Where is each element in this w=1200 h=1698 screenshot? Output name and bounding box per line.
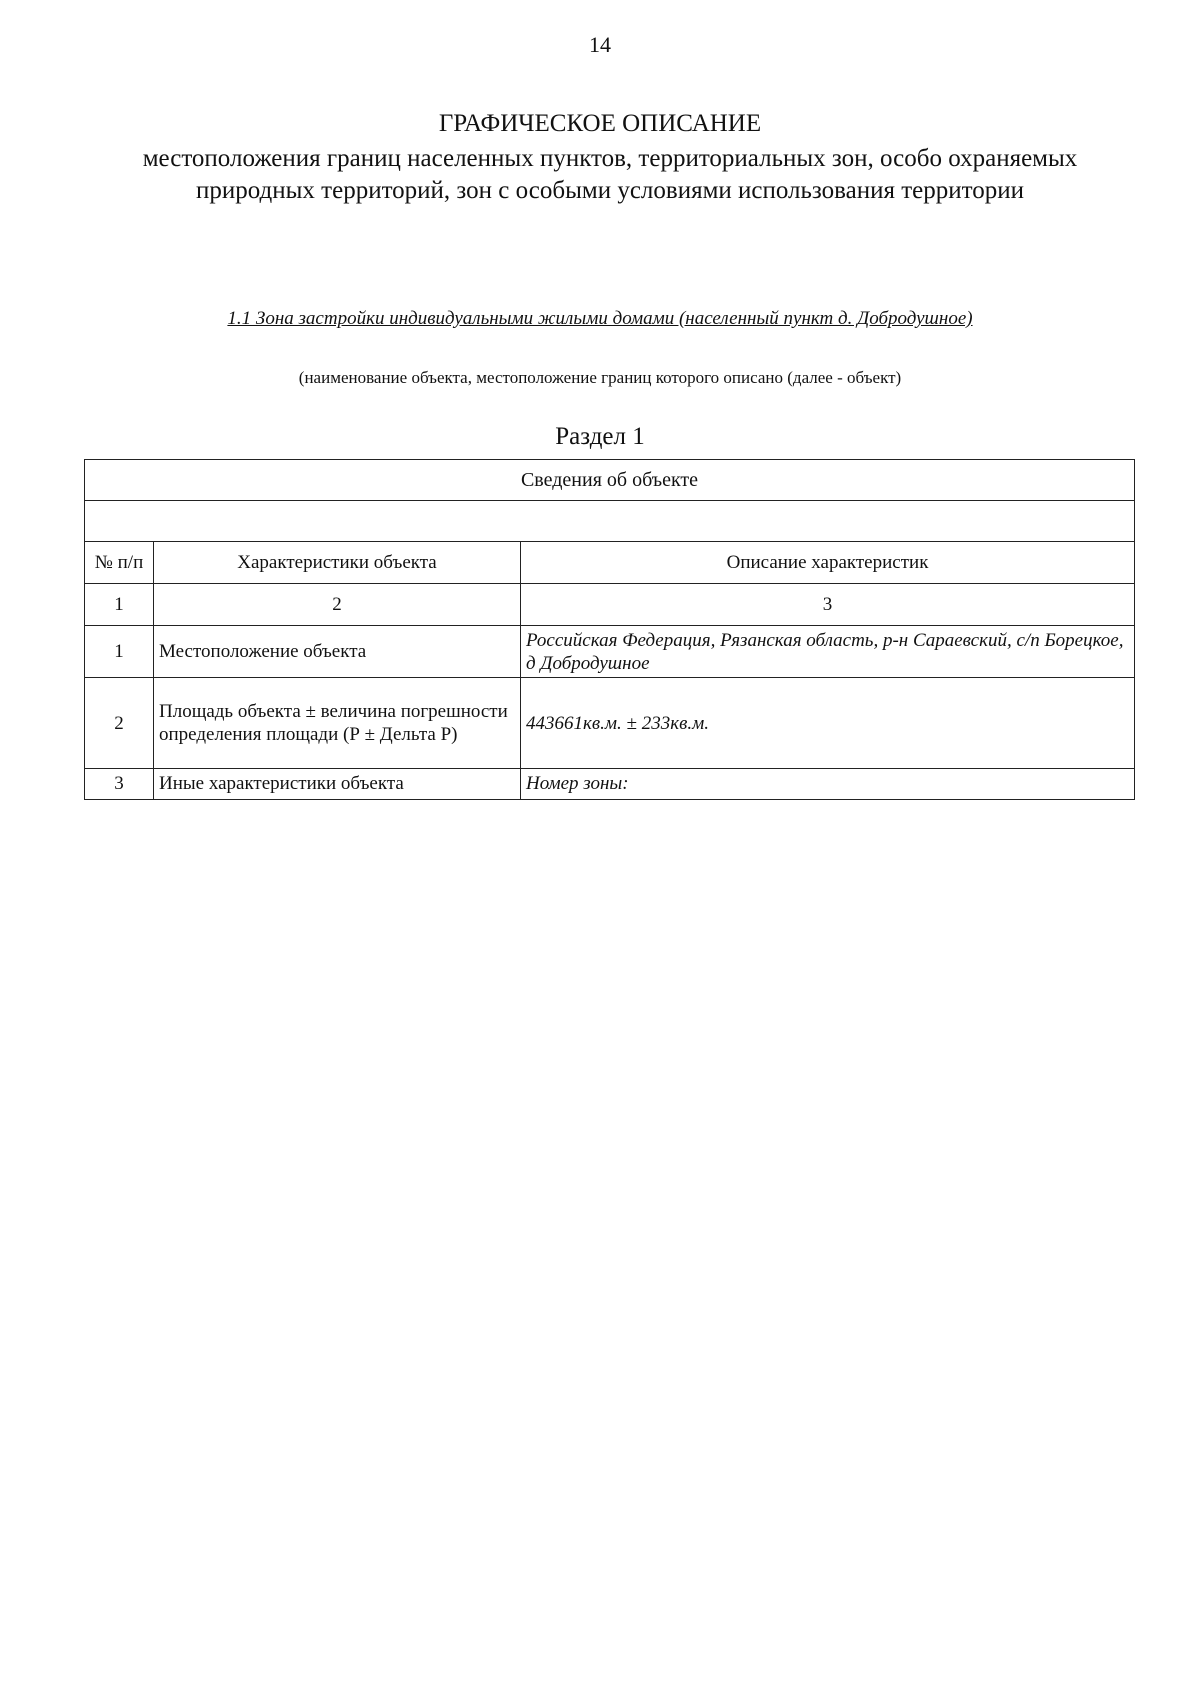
object-info-table xyxy=(84,459,1135,800)
description-cell: 443661кв.м. ± 233кв.м. xyxy=(521,678,1135,769)
description-cell: Номер зоны: xyxy=(521,769,1135,800)
row-number-cell: 3 xyxy=(85,769,154,800)
object-caption: (наименование объекта, местоположение границ которого описано (далее - объект) xyxy=(298,368,902,387)
column-header-characteristic: Характеристики объекта xyxy=(154,542,521,584)
column-header-description: Описание характеристик xyxy=(521,542,1135,584)
characteristic-cell: Местоположение объекта xyxy=(154,626,521,678)
characteristic-cell: Иные характеристики объекта xyxy=(154,769,521,800)
table-column-number-row xyxy=(85,584,1135,626)
document-subtitle: местоположения границ населенных пунктов, территориальных зон, особо охраняемых природных территорий, зон с особыми условиями использования территории xyxy=(142,145,1078,204)
characteristic-cell: Площадь объекта ± величина погрешности определения площади (Р ± Дельта Р) xyxy=(154,678,521,769)
column-number-cell: 3 xyxy=(521,584,1135,626)
column-number-cell: 1 xyxy=(85,584,154,626)
page-number: 14 xyxy=(589,32,611,57)
table-caption-row xyxy=(85,460,1135,501)
object-name: 1.1 Зона застройки индивидуальными жилыми домами (населенный пункт д. Добродушное) xyxy=(227,308,973,329)
table-header-row xyxy=(85,542,1135,584)
row-number-cell: 1 xyxy=(85,626,154,678)
section-title: Раздел 1 xyxy=(555,423,645,450)
empty-cell xyxy=(85,501,1135,542)
table-row xyxy=(85,626,1135,678)
column-header-number: № п/п xyxy=(85,542,154,584)
description-cell: Российская Федерация, Рязанская область, р-н Сараевский, с/п Борецкое, д Добродушное xyxy=(521,626,1135,678)
table-row xyxy=(85,678,1135,769)
table-empty-row xyxy=(85,501,1135,542)
column-number-cell: 2 xyxy=(154,584,521,626)
row-number-cell: 2 xyxy=(85,678,154,769)
document-title: ГРАФИЧЕСКОЕ ОПИСАНИЕ xyxy=(438,110,762,137)
table-caption: Сведения об объекте xyxy=(85,460,1135,501)
table-row xyxy=(85,769,1135,800)
